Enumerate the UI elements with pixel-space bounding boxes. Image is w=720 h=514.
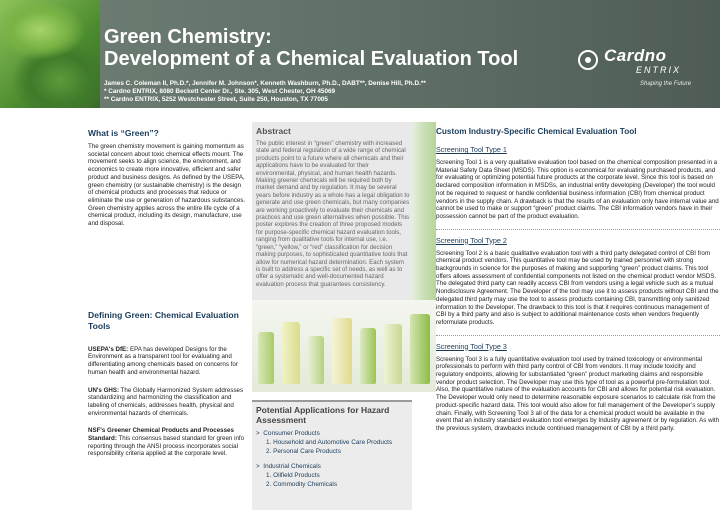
- industrial-sub-1: 1. Oilfield Products: [266, 472, 320, 479]
- screening-tool-2-link[interactable]: Screening Tool Type 2: [436, 235, 507, 245]
- bottle-shape: [308, 336, 324, 384]
- abstract-text: The public interest in “green” chemistry with increased state and federal regulation of a wide range of chemical products point to a future where all chemicals and their applications have to be evaluated for their environmental, physical, and human health hazards. Making greener chemicals will be required both by market demand and by regulation. It may be several years before industry as a whole has a legal obligation to generate and use green chemicals, but many companies are working proactively to evaluate their chemicals and practices and use green alternatives when possible. This poster explores the creation of three proposed models for purpose-specific chemical hazard evaluation tools, ranging from qualitative tools for internal use, i.e. “green,” “yellow,” or “red” classification for decision making purposes, to sophisticated quantitative tools that allow for numerical hazard determination. Each system is built to address a specific set of needs, as well as to offer a systematic and well-documented hazard evaluation process that guarantees consistency.: [256, 140, 410, 288]
- dfe-text: EPA has developed Designs for the Environment as a transparent tool for evaluating and differentiating among chemicals based on concerns for human health and environmental hazard.: [88, 345, 238, 376]
- potential-applications-heading: Potential Applications for Hazard Assessment: [256, 405, 390, 425]
- defining-green-heading: Defining Green: Chemical Evaluation Tools: [88, 309, 239, 331]
- title-line-2: Development of a Chemical Evaluation Tool: [104, 48, 519, 70]
- nsf-label: NSF's Greener Chemical Products and Processes Standard:: [88, 427, 234, 443]
- bullet-chevron-icon: >: [256, 430, 260, 437]
- screening-tool-3-link[interactable]: Screening Tool Type 3: [436, 341, 507, 351]
- bottle-shape: [384, 324, 402, 384]
- nsf-text: This consensus based standard for green info reporting through the ANSI process incorporates social responsibility criteria applied at the corporate level.: [88, 435, 245, 458]
- consumer-products-item: [256, 429, 410, 438]
- what-is-green-text: The green chemistry movement is gaining momentum as societal concern about toxic chemical effects mount. The movement seeks to align science, the environment, and economics to create more innovative, efficient and safer product and business designs. As defined by the USEPA, green chemistry (or sustainable chemistry) is the design of chemical products and processes that reduce or eliminate the use or generation of hazardous substances. Green chemistry applies across the entire life cycle of a chemical product, including its design, manufacture, use and disposal.: [88, 143, 246, 228]
- custom-tool-heading: Custom Industry-Specific Chemical Evaluation Tool: [436, 127, 637, 136]
- laboratory-bottles-image: [252, 300, 436, 392]
- affiliation-1: * Cardno ENTRIX, 8080 Beckett Center Dr., Ste. 305, West Chester, OH 45069: [104, 88, 336, 95]
- author-block: [104, 80, 574, 104]
- potential-applications-content: [256, 405, 410, 489]
- section-divider: [436, 335, 720, 336]
- left-column: [88, 120, 246, 458]
- leaf-image: [0, 0, 100, 108]
- consumer-sub-2: 2. Personal Care Products: [266, 448, 341, 455]
- dfe-paragraph: [88, 346, 246, 377]
- consumer-products-label: Consumer Products: [263, 430, 320, 437]
- consumer-sub-1: 1. Household and Automotive Care Products: [266, 439, 393, 446]
- bottle-shape: [332, 318, 352, 384]
- bottle-shape: [360, 328, 376, 384]
- cardno-logo: [578, 46, 708, 92]
- ghs-paragraph: [88, 387, 246, 418]
- screening-tool-1-text: Screening Tool 1 is a very qualitative evaluation tool based on the chemical composition presented in a Material Safety Data Sheet (MSDS). This option is economical for evaluating purchased products, and for evaluating or optimizing potential future products at the corporate level. Since this tool is based on declared composition information in MSDSs, an industrial entity developing (Developer) the tool would not be required to request or handle confidential business information (CBI) from chemical product vendors in the supply chain. A drawback is that the results of an evaluation only have internal value and cannot be used to make or support “green” product claims. The CBI information vendors have in their possession cannot be part of the product evaluation.: [436, 159, 719, 220]
- section-divider: [436, 229, 720, 230]
- title-line-1: Green Chemistry:: [104, 26, 272, 48]
- logo-mark-icon: [578, 50, 598, 70]
- poster-header: [0, 0, 720, 108]
- abstract-heading: Abstract: [256, 126, 291, 136]
- bullet-chevron-icon: >: [256, 463, 260, 470]
- poster-title: [104, 26, 564, 70]
- industrial-chemicals-item: [256, 462, 410, 471]
- logo-text: Cardno: [604, 46, 667, 65]
- ghs-text: The Globally Harmonized System addresses standardizing and harmonizing the classification and labeling of chemicals, addresses health, physical and environmental hazards of chemicals.: [88, 386, 244, 417]
- bottle-shape: [410, 314, 430, 384]
- ghs-label: UN's GHS:: [88, 386, 120, 394]
- what-is-green-heading: What is “Green”?: [88, 128, 159, 138]
- industrial-sub-2: 2. Commodity Chemicals: [266, 481, 338, 488]
- affiliation-2: ** Cardno ENTRIX, 5252 Westchester Street, Suite 250, Houston, TX 77005: [104, 96, 328, 103]
- logo-tagline: Shaping the Future: [640, 81, 692, 87]
- screening-tool-2-text: Screening Tool 2 is a basic qualitative evaluation tool with a third party delegated control of CBI from chemical product vendors. This quantitative tool may be used by trained personnel with strong backgrounds in science for the purposes of making and supporting “green” product claims. This tool offers allows assessment of confidential components not listed on the chemical product vendor MSDS. The delegated third party can readily access CBI from vendors using a legal vehicle such as a mutual Nondisclosure Agreement. The Developer of the tool may use it to assess products without CBI and the delegated third party may use the tool to assess products containing CBI, transmitting only sanitized information to the Developer. The drawback to this tool is that it requires continuous management of CBI by a third party and also is subject to additional maintenance costs when vendors frequently reformulate products.: [436, 249, 719, 326]
- right-column: [436, 120, 720, 433]
- screening-tool-1-link[interactable]: Screening Tool Type 1: [436, 145, 507, 154]
- bottle-shape: [258, 332, 274, 384]
- screening-tool-3-text: Screening Tool 3 is a fully quantitative evaluation tool used by trained toxicology or environmental professionals to perform with third party control of CBI from vendors. It may include toxicity and regulatory endpoints, allowing for substantiated “green” product marketing claims and responsible vendor product selection. The Developer may use this type of tool as a powerful pre-formulation tool. Also, the quantitative nature of the evaluation accounts for CBI and allows for potential risk evaluation. The Developer would only need to determine reasonable exposure scenarios to calculate risk from the product-specific hazard data. This tool would also allow for full management of the Developer’s supply chain. Finally, with Screening Tool 3 all of the data for a chemical product would be available in the event that an industry standard evaluation tool emerges by Industry agreement or by regulation. As with the previous system, drawbacks include continued management of CBI by a third party.: [436, 355, 720, 432]
- dfe-label: USEPA's DfE:: [88, 345, 129, 353]
- bottle-shape: [282, 322, 300, 384]
- nsf-paragraph: [88, 427, 246, 458]
- industrial-chemicals-label: Industrial Chemicals: [263, 463, 321, 470]
- logo-subtext: ENTRIX: [636, 65, 682, 75]
- authors: James C. Coleman II, Ph.D.*, Jennifer M. Johnson*, Kenneth Washburn, Ph.D., DABT**, Denise Hill, Ph.D.**: [104, 80, 426, 87]
- abstract-content: [256, 126, 410, 288]
